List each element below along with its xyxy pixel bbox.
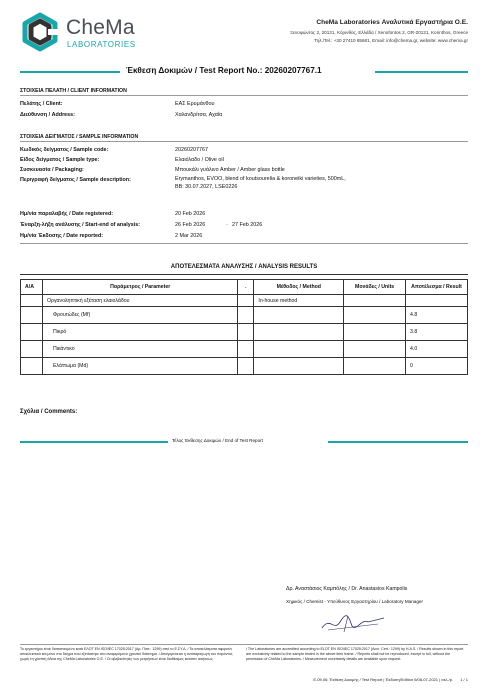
- logo-mark-icon: [20, 12, 60, 52]
- packaging-label: Συσκευασία / Packaging:: [20, 167, 84, 173]
- cell-dot: [238, 295, 254, 307]
- results-title-rule: [20, 274, 468, 275]
- sample-description-value: Erymanthos, EVOO, blend of koutsourelia & koroneiki varieties, 500mL, BB: 30.07.2027, LSE0226: [175, 176, 346, 190]
- client-address-label: Διεύθυνση / Address:: [20, 112, 75, 118]
- cell-index: [21, 358, 43, 375]
- results-header-row: [21, 280, 468, 295]
- footer-rule: [20, 644, 468, 645]
- title-divider-right: [375, 71, 468, 73]
- table-row: [21, 324, 468, 341]
- cell-index: [21, 295, 43, 307]
- cell-index: [21, 307, 43, 324]
- cell-method: [254, 307, 344, 324]
- col-header-result: Αποτέλεσμα / Result: [406, 280, 468, 295]
- table-row-group: [21, 295, 468, 307]
- client-section-heading: ΣΤΟΙΧΕΙΑ ΠΕΛΑΤΗ / CLIENT INFORMATION: [20, 88, 127, 94]
- table-row: [21, 307, 468, 324]
- date-reported-value: 2 Mar 2026: [175, 233, 203, 239]
- results-title: ΑΠΟΤΕΛΕΣΜΑΤΑ ΑΝΑΛΥΣΗΣ / ANALYSIS RESULTS: [170, 264, 318, 270]
- sample-section-heading: ΣΤΟΙΧΕΙΑ ΔΕΙΓΜΑΤΟΣ / SAMPLE INFORMATION: [20, 134, 139, 140]
- cell-result: [406, 295, 468, 307]
- end-divider-right: [328, 441, 468, 443]
- cell-units: [344, 307, 406, 324]
- end-of-report-text: Τέλος Έκθεσης Δοκιμών / End of Test Report: [172, 438, 263, 443]
- signatory-role: Χημικός / Chemist - Υπεύθυνος Εργαστηρίου / Laboratory Manager: [286, 599, 423, 604]
- company-info: [178, 19, 468, 43]
- cell-units: [344, 341, 406, 358]
- company-logo: [20, 12, 160, 52]
- sample-type-value: Ελαιόλαδο / Olive oil: [175, 157, 224, 163]
- cell-method: [254, 358, 344, 375]
- table-row: [21, 341, 468, 358]
- date-reported-label: Ημ/νία Έκδοσης / Date reported:: [20, 233, 104, 239]
- document-code: E-09.06: Έκθεση Δοκιμής / Test Report | Έκδοση/Edition 6/08-07-2021 | σελ./p.: [313, 677, 454, 682]
- col-header-parameter: Παράμετρος / Parameter: [42, 280, 237, 295]
- col-header-dot: .: [238, 280, 254, 295]
- analysis-date-separator: -: [226, 222, 228, 228]
- date-registered-label: Ημ/νία παραλαβής / Date registered:: [20, 211, 114, 217]
- end-of-report-row: [20, 437, 468, 445]
- cell-result: 4.8: [406, 307, 468, 324]
- cell-dot: [238, 358, 254, 375]
- footer-document-code: [313, 677, 468, 682]
- cell-method: [254, 341, 344, 358]
- client-address-value: Χαλανδρίτσα, Αχαΐα: [175, 112, 223, 118]
- col-header-index: Α/Α: [21, 280, 43, 295]
- logo-subtitle: LABORATORIES: [67, 40, 136, 49]
- cell-parameter: Οργανοληπτική εξέταση ελαιολάδου: [42, 295, 237, 307]
- packaging-value: Μπουκάλι γυάλινο Amber / Amber glass bottle: [175, 167, 285, 173]
- company-contact: Τηλ./Tel.: +30 27410 85681, Email: info@chema.gr, website: www.chema.gr: [314, 38, 468, 43]
- analysis-start-value: 26 Feb 2026: [175, 222, 206, 228]
- sample-code-value: 20260207767: [175, 147, 208, 153]
- signatory-name: Δρ. Αναστάσιος Καμπόλης / Dr. Anastasios Kampolis: [286, 586, 408, 592]
- cell-result: 3.8: [406, 324, 468, 341]
- dates-rule: [20, 243, 468, 244]
- cell-index: [21, 341, 43, 358]
- logo-name: CheMa: [66, 16, 135, 39]
- footer-accreditation-english: / The Laboratories are accredited according to ELOT EN ISO/IEC 17025:2017 (Accr. Cert.: 1299) by H.A.S. / Results shown in this report are exclusively related to the sample tested in the above time frame. / Reports shall not be reproduced, except in full, without the permission of ChеMa Laboratories. / Measurement uncertainty details are available upon request.: [246, 647, 464, 661]
- analysis-period-label: Έναρξη-λήξη ανάλυσης / Start-end of analysis:: [20, 222, 140, 228]
- company-address: Ξενοφώντος 2, 20131, Κόρινθος, Ελλάδα / Xenofontos 2, GR-20131, Korinthos, Greece: [289, 30, 468, 35]
- cell-index: [21, 324, 43, 341]
- cell-result: 4.0: [406, 341, 468, 358]
- analysis-end-value: 27 Feb 2026: [232, 222, 263, 228]
- sample-description-label: Περιγραφή δείγματος / Sample description:: [20, 177, 131, 183]
- end-divider-left: [20, 441, 168, 443]
- client-value: ΕΑΣ Ερυμάνθου: [175, 101, 215, 107]
- col-header-method: Μέθοδος / Method: [254, 280, 344, 295]
- sample-section-rule: [20, 141, 468, 142]
- cell-result: 0: [406, 358, 468, 375]
- sample-code-label: Κωδικός δείγματος / Sample code:: [20, 147, 109, 153]
- cell-parameter: Πικάντικο: [42, 341, 237, 358]
- company-name: ChеMa Laboratories Αναλυτικά Εργαστήρια Ο.Ε.: [316, 19, 468, 26]
- cell-parameter: Φρουτώδες (Mf): [42, 307, 237, 324]
- footer-accreditation-greek: Το εργαστήριο είναι διαπιστευμένο κατά ΕΛΟΤ ΕΝ ISO/IEC 17025:2017 (Αρ. Πιστ.: 1299) από το Ε.ΣΥ.Δ. / Τα αποτελέσματα αφορούν αποκλειστικά και μόνο στο δείγμα που εξετάστηκε στο αναφερόμενο χρονικό διάστημα. / Απαγορεύεται η αναπαραγωγή του παρόντος χωρίς τη γραπτή άδεια της ChеMa Laboratories O.E. / Οι αβεβαιότητες των μετρήσεων είναι διαθέσιμες κατόπιν αιτήσεως.: [20, 647, 233, 661]
- cell-units: [344, 358, 406, 375]
- cell-method: In-house method: [254, 295, 344, 307]
- page-number: 1 / 1: [460, 677, 468, 682]
- title-divider-left: [20, 71, 120, 73]
- cell-dot: [238, 341, 254, 358]
- cell-dot: [238, 307, 254, 324]
- client-section-rule: [20, 95, 468, 96]
- cell-parameter: Πικρό: [42, 324, 237, 341]
- table-row: [21, 358, 468, 375]
- handwritten-signature: [318, 612, 388, 634]
- cell-parameter: Ελάττωμα (Md): [42, 358, 237, 375]
- date-registered-value: 20 Feb 2026: [175, 211, 206, 217]
- col-header-units: Μονάδες / Units: [344, 280, 406, 295]
- results-table: [20, 279, 468, 375]
- comments-label: Σχόλια / Comments:: [20, 409, 78, 415]
- client-label: Πελάτης / Client:: [20, 101, 63, 107]
- cell-units: [344, 324, 406, 341]
- report-title-row: [20, 66, 468, 78]
- sample-type-label: Είδος δείγματος / Sample type:: [20, 157, 100, 163]
- cell-units: [344, 295, 406, 307]
- cell-method: [254, 324, 344, 341]
- report-title: Έκθεση Δοκιμών / Test Report No.: 20260207767.1: [126, 66, 322, 75]
- cell-dot: [238, 324, 254, 341]
